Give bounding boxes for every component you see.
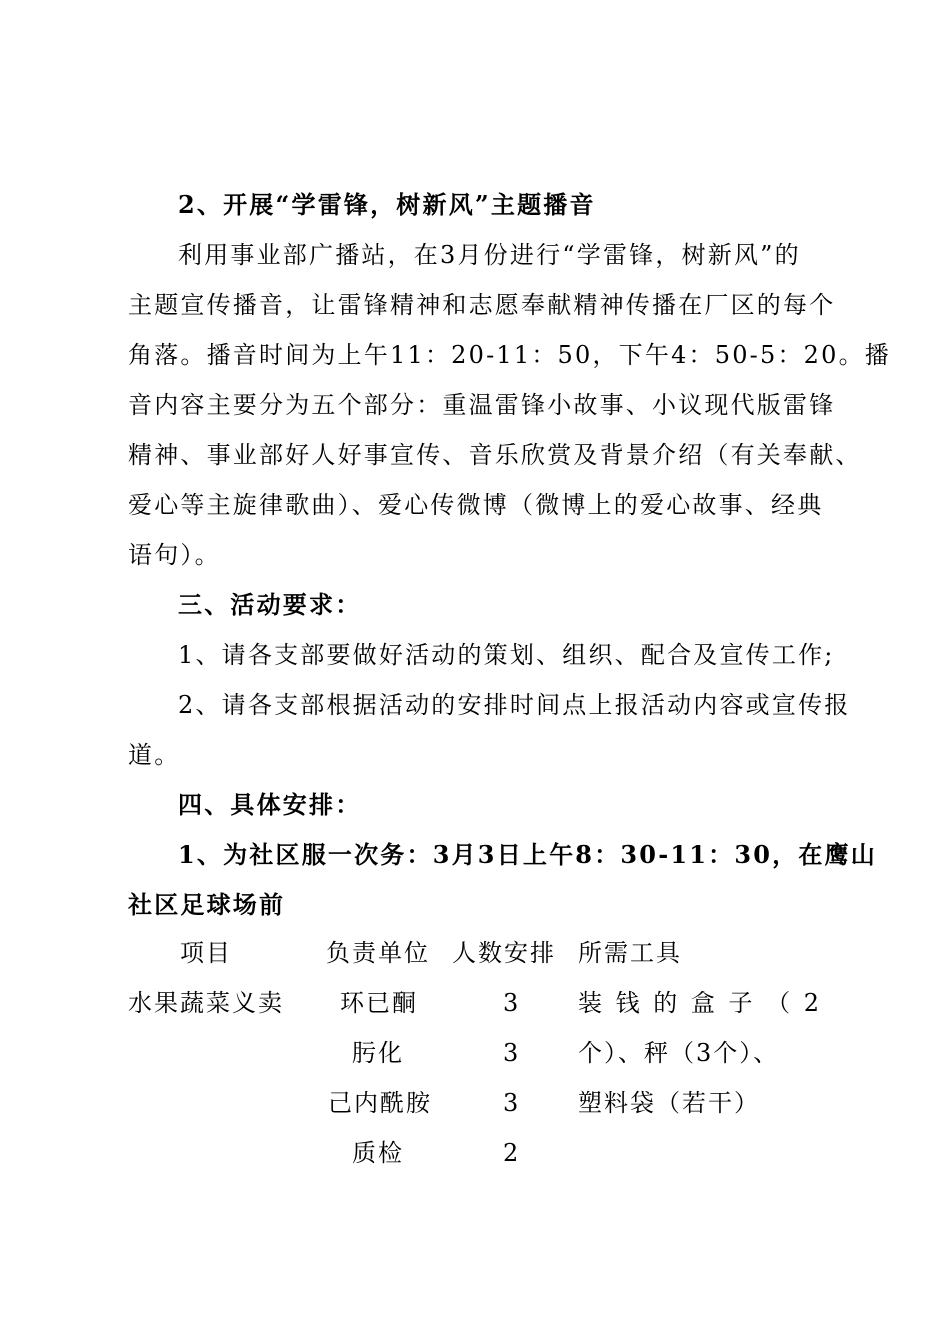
table-cell-count: 3 xyxy=(503,1039,521,1067)
paragraph-line: 爱心等主旋律歌曲）、爱心传微博（微博上的爱心故事、经典 xyxy=(128,491,824,519)
section-heading-broadcast: 2、开展“学雷锋，树新风”主题播音 xyxy=(178,190,596,219)
table-cell-unit: 肟化 xyxy=(352,1039,404,1067)
paragraph-line: 角落。播音时间为上午11：20-11：50，下午4：50-5：20。播 xyxy=(128,341,891,369)
paragraph-line: 利用事业部广播站，在3月份进行“学雷锋，树新风”的 xyxy=(178,241,801,269)
table-cell-project: 水果蔬菜义卖 xyxy=(128,989,284,1017)
paragraph-line: 精神、事业部好人好事宣传、音乐欣赏及背景介绍（有关奉献、 xyxy=(128,441,862,469)
paragraph-line: 主题宣传播音，让雷锋精神和志愿奉献精神传播在厂区的每个 xyxy=(128,291,836,319)
table-cell-tools: 塑料袋（若干） xyxy=(578,1089,760,1117)
table-cell-count: 3 xyxy=(503,1089,521,1117)
table-cell-unit: 己内酰胺 xyxy=(328,1089,432,1117)
table-cell-unit: 质检 xyxy=(352,1139,404,1167)
table-cell-tools: 个）、秤（3个）、 xyxy=(578,1039,780,1067)
arrangement-item-1-continued: 社区足球场前 xyxy=(128,890,286,919)
section-heading-requirements: 三、活动要求： xyxy=(178,590,362,619)
table-cell-count: 2 xyxy=(503,1139,521,1167)
table-cell-count: 3 xyxy=(503,989,521,1017)
table-cell-tools: 装 钱 的 盒 子 （ 2 xyxy=(578,989,823,1017)
table-header-tools: 所需工具 xyxy=(578,939,682,967)
table-header-unit: 负责单位 xyxy=(326,939,430,967)
requirement-item-2-continued: 道。 xyxy=(128,741,181,769)
paragraph-line: 语句）。 xyxy=(128,541,221,569)
requirement-item-2: 2、请各支部根据活动的安排时间点上报活动内容或宣传报 xyxy=(178,691,851,719)
table-cell-unit: 环已酮 xyxy=(340,989,418,1017)
table-header-project: 项目 xyxy=(180,939,232,967)
requirement-item-1: 1、请各支部要做好活动的策划、组织、配合及宣传工作; xyxy=(178,641,835,669)
arrangement-item-1: 1、为社区服一次务：3月3日上午8：30-11：30，在鹰山 xyxy=(178,840,877,869)
paragraph-line: 音内容主要分为五个部分：重温雷锋小故事、小议现代版雷锋 xyxy=(128,391,836,419)
table-header-count: 人数安排 xyxy=(452,939,556,967)
section-heading-arrangement: 四、具体安排： xyxy=(178,790,362,819)
